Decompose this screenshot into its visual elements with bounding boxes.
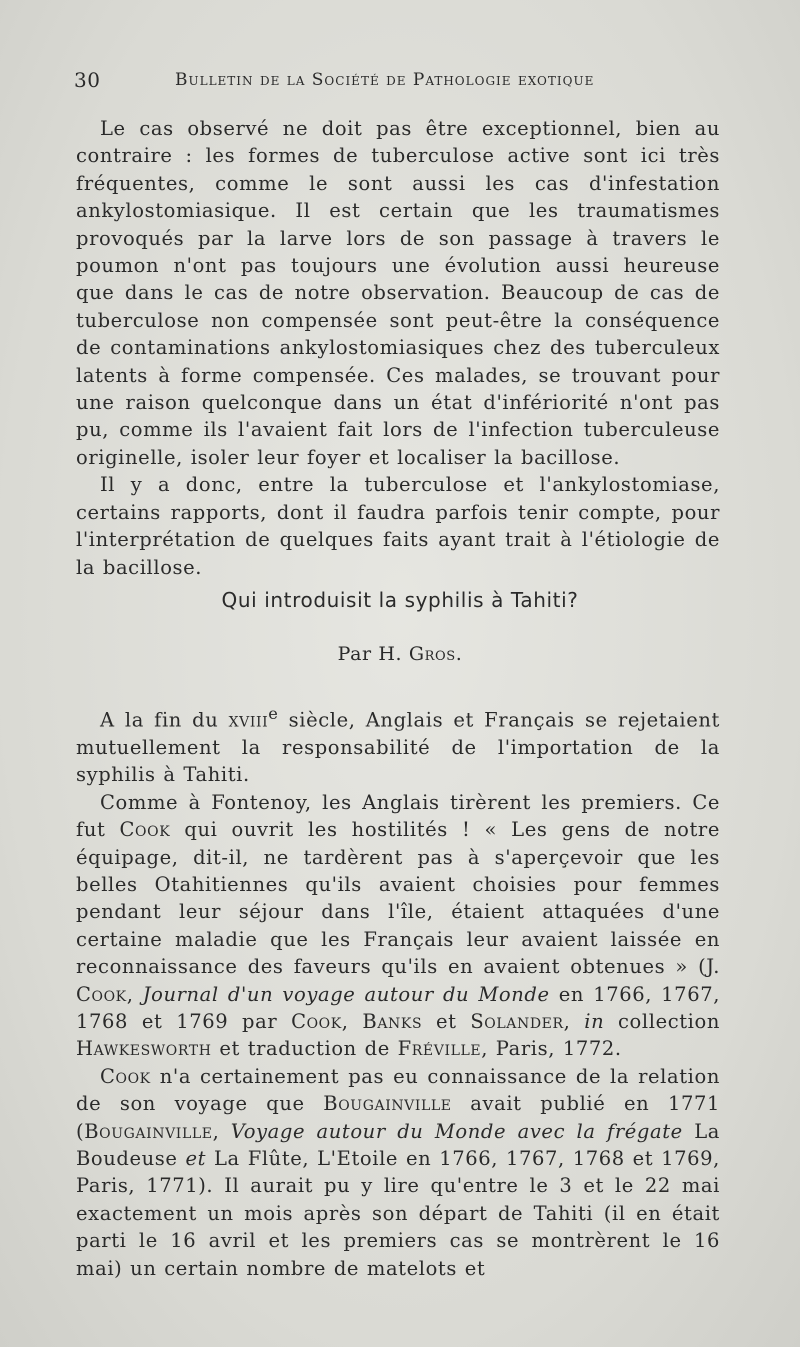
text-run: siècle, Anglais et Français se rejetaient mutuellement la responsabilité de l'importation de la syphilis à Tahiti.: [76, 708, 720, 787]
author-prefix: Par H.: [337, 643, 409, 665]
text-run: La Boudeuse: [76, 1119, 720, 1170]
text-run: , Paris, 1772.: [481, 1037, 622, 1061]
text-run: n'a certainement pas eu connaissance de la relation de son voyage que: [76, 1064, 720, 1116]
author-suffix: .: [455, 643, 463, 665]
superscript: e: [268, 704, 279, 723]
author-cook: Cook: [76, 982, 127, 1006]
author-cook: Cook: [291, 1009, 342, 1033]
paragraph: Le cas observé ne doit pas être exceptionnel, bien au contraire : les formes de tuberculose active sont ici très fréquentes, comme le sont aussi les cas d'infestation ankylostomiasique. Il est certain que les traumatismes provoqués par la larve lors de son passage à travers le poumon n'ont pas toujours une évolution aussi heureuse que dans le cas de notre observation. Beaucoup de cas de tuberculose non compensée sont peut-être la conséquence de contaminations ankylostomiasiques chez des tuberculeux latents à forme compensée. Ces malades, se trouvant pour une raison quelconque dans un état d'infériorité n'ont pas pu, comme ils l'avaient fait lors de l'infection tuberculeuse originelle, isoler leur foyer et localiser la bacillose.: [76, 117, 720, 469]
text-run: ,: [212, 1119, 231, 1143]
paragraph: [76, 700, 720, 789]
text-run: avait publié en 1771 (: [76, 1092, 720, 1143]
book-title: Voyage autour du Monde avec la frégate: [230, 1119, 683, 1143]
paragraph: [76, 1063, 720, 1282]
article-author: [0, 643, 800, 665]
text-run: et: [422, 1009, 471, 1033]
paragraph: Il y a donc, entre la tuberculose et l'ankylostomiase, certains rapports, dont il faudra parfois tenir compte, pour l'interprétation de quelques faits ayant trait à l'étiologie de la bacillose.: [76, 473, 720, 579]
article-body: [76, 700, 720, 1282]
page-number: 30: [74, 68, 101, 92]
author-cook: Cook: [100, 1064, 151, 1088]
text-run: en 1766, 1767, 1768 et 1769 par: [76, 982, 720, 1033]
text-run: ,: [126, 982, 143, 1006]
author-cook: Cook: [119, 818, 171, 842]
text-run: La Flûte, L'Etoile en 1766, 1767, 1768 et 1769, Paris, 1771). Il aurait pu y lire qu'entre le 3 et le 22 mai exactement un mois après son départ de Tahiti (il en était parti le 16 avril et les premiers cas se montrèrent le 16 mai) un certain nombre de matelots et: [76, 1147, 720, 1280]
text-run: ,: [341, 1009, 363, 1033]
running-head: [70, 68, 730, 94]
book-title: Journal d'un voyage autour du Monde: [142, 982, 550, 1006]
text-run: qui ouvrit les hostilités ! « Les gens de notre équipage, dit-il, ne tardèrent pas à s'aperçevoir que les belles Otahitiennes qu'ils avaient choisies pour femmes pendant leur séjour dans l'île, étaient attaquées d'une certaine maladie que les Français leur avaient laissée en reconnaissance des faveurs qu'ils en avaient obtenues » (J.: [76, 818, 720, 979]
text-run: ,: [563, 1009, 585, 1033]
journal-title: Bulletin de la Société de Pathologie exotique: [175, 70, 595, 90]
author-hawkesworth: Hawkesworth: [76, 1037, 212, 1061]
text-run: Comme à Fontenoy, les Anglais tirèrent les premiers. Ce fut: [76, 790, 720, 842]
author-bougainville: Bougainville: [323, 1092, 452, 1116]
text-run: A la fin du: [100, 708, 229, 732]
text-run: collection: [604, 1009, 720, 1033]
article-title: Qui introduisit la syphilis à Tahiti?: [221, 588, 579, 612]
italic-et: et: [185, 1147, 207, 1170]
author-bougainville: Bougainville: [84, 1119, 213, 1143]
author-solander: Solander: [470, 1009, 564, 1033]
previous-article-conclusion: [76, 115, 720, 581]
text-run: et traduction de: [211, 1037, 398, 1061]
author-banks: Banks: [362, 1009, 423, 1033]
paragraph: [76, 789, 720, 1063]
century-numeral: xviii: [228, 708, 269, 732]
italic-in: in: [584, 1009, 605, 1033]
author-name: Gros: [408, 643, 456, 665]
author-freville: Fréville: [397, 1037, 482, 1061]
